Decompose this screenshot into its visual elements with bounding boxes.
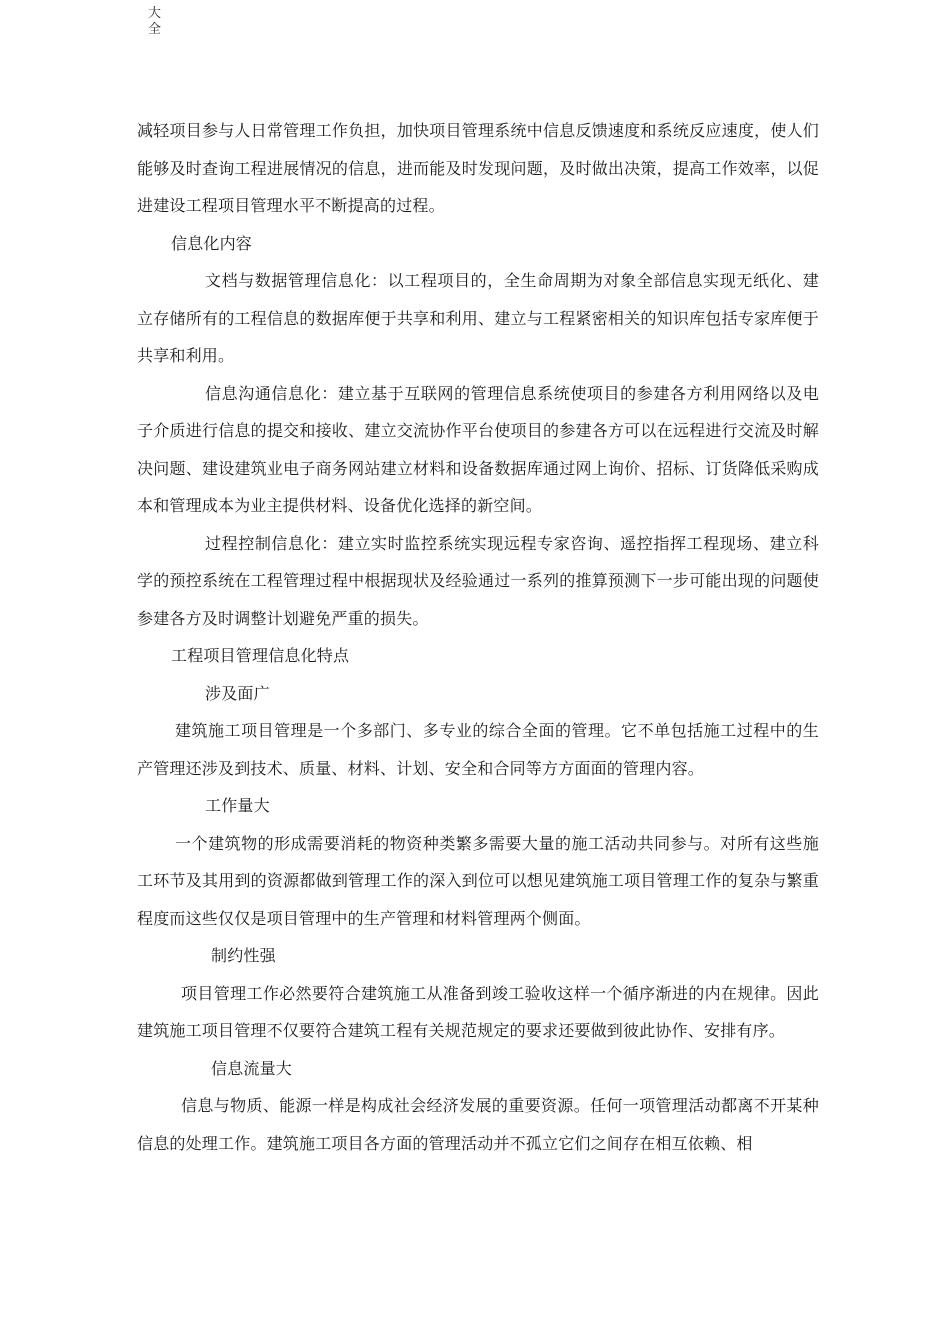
workload-title: 工作量大 <box>205 796 270 815</box>
constraint-paragraph: 项目管理工作必然要符合建筑施工从准备到竣工验收这样一个循序渐进的内在规律。因此建筑施工项目管理不仅要符合建筑工程有关规范规定的要求还要做到彼此协作、安排有序。 <box>137 983 819 1040</box>
process-control-paragraph: 过程控制信息化：建立实时监控系统实现远程专家咨询、遥控指挥工程现场、建立科学的预控系统在工程管理过程中根据现状及经验通过一系列的推算预测下一步可能出现的问题使参建各方及时调整计划避免严重的损失。 <box>137 533 819 628</box>
doc-data-paragraph: 文档与数据管理信息化：以工程项目的，全生命周期为对象全部信息实现无纸化、建立存储所有的工程信息的数据库便于共享和利用、建立与工程紧密相关的知识库包括专家库便于共享和利用。 <box>137 271 819 365</box>
header-mark-line2: 全 <box>148 22 162 37</box>
document-body <box>137 112 819 1162</box>
wide-scope-paragraph: 建筑施工项目管理是一个多部门、多专业的综合全面的管理。它不单包括施工过程中的生产管理还涉及到技术、质量、材料、计划、安全和合同等方方面面的管理内容。 <box>137 721 819 778</box>
heading-features: 工程项目管理信息化特点 <box>171 646 350 665</box>
wide-scope-title: 涉及面广 <box>205 683 270 703</box>
header-mark <box>148 6 161 38</box>
info-flow-paragraph: 信息与物质、能源一样是构成社会经济发展的重要资源。任何一项管理活动都离不开某种信息的处理工作。建筑施工项目各方面的管理活动并不孤立它们之间存在相互依赖、相 <box>137 1096 819 1153</box>
info-flow-title: 信息流量大 <box>211 1058 293 1078</box>
header-mark-line1: 大 <box>148 6 162 21</box>
communication-paragraph: 信息沟通信息化：建立基于互联网的管理信息系统使项目的参建各方利用网络以及电子介质进行信息的提交和接收、建立交流协作平台使项目的参建各方可以在远程进行交流及时解决问题、建设建筑业电子商务网站建立材料和设备数据库通过网上询价、招标、订货降低采购成本和管理成本为业主提供材料、设备优化选择的新空间。 <box>137 383 819 515</box>
constraint-title: 制约性强 <box>211 946 276 965</box>
heading-information-content: 信息化内容 <box>171 233 253 253</box>
workload-paragraph: 一个建筑物的形成需要消耗的物资种类繁多需要大量的施工活动共同参与。对所有这些施工环节及其用到的资源都做到管理工作的深入到位可以想见建筑施工项目管理工作的复杂与繁重程度而这些仅仅是项目管理中的生产管理和材料管理两个侧面。 <box>137 833 819 928</box>
intro-paragraph: 减轻项目参与人日常管理工作负担，加快项目管理系统中信息反馈速度和系统反应速度，使人们能够及时查询工程进展情况的信息，进而能及时发现问题，及时做出决策，提高工作效率，以促进建设工程项目管理水平不断提高的过程。 <box>137 121 819 215</box>
